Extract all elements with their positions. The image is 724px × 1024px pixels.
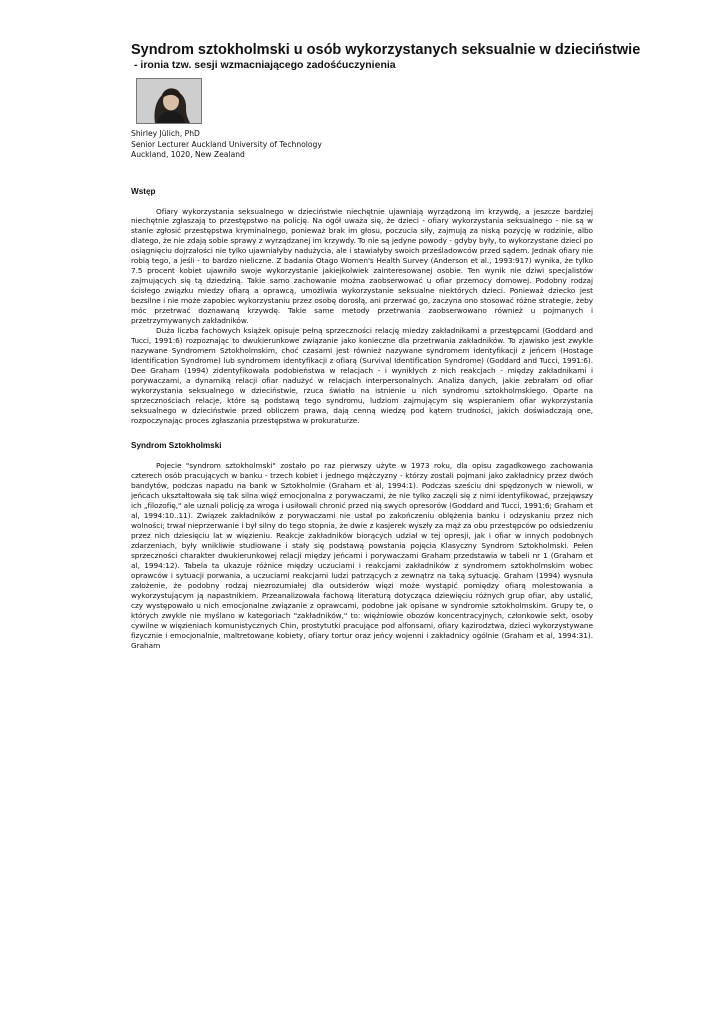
author-position: Senior Lecturer Auckland University of Technology	[131, 139, 322, 149]
body-paragraph: Pojecie "syndrom sztokholmski" zostało po raz pierwszy użyte w 1973 roku, dla opisu zagadkowego zachowania czterech osób pracujących w banku - trzech kobiet i jednego mężczyzny - którzy zostali pojmani jako zakładnicy przez dwóch bandytów, podczas napadu na bank w Sztokholmie (Graham et al, 1994:1). Podczas sześciu dni spędzonych w niewoli, w jeńcach ukształtowała się tak silna więź emocjonalna z porywaczami, że nie tylko zaczęli się z nimi identyfikować, przejąwszy ich „filozofię," ale uznali policję za wroga i usiłowali chronić przed nią swych opresorów (Goddard and Tucci, 1991:6; Graham et al, 1994:10..11). Związek zakładników z porywaczami nie ustał po zakończeniu oblężenia banku i odzyskaniu przez nich wolności; trwał nieprzerwanie i był silny do tego stopnia, że dwie z kasjerek wyszły za mąż za obu przestępców po odsiedzeniu przez nich dziesięciu lat w więzieniu. Reakcje zakładników biorących udział w tej opresji, jak i ofiar w innych podobnych zdarzeniach, były wnikliwie studiowane i stały się podstawą powstania pojęcia Klasyczny Syndrom Sztokholmski. Pełen sprzeczności charakter dwukierunkowej relacji między jeńcami i porywaczami Graham przedstawia w tabeli nr 1 (Graham et al, 1994:12). Tabela ta ukazuje różnice między uczuciami i reakcjami zakładników z syndromem sztokholmskim wobec oprawców i sytuacji porwania, a uczuciami reakcjami ludzi patrzących z zewnątrz na taką sytuację. Graham (1994) wysnuła założenie, że podobny rodzaj niezrozumiałej dla outsiderów więzi może wystąpić pomiędzy ofiarą molestowania a wykorzystującym ją napastnikiem. Przeanalizowała fachową literaturą dotycząca dziewięciu różnych grup ofiar, aby ustalić, czy występowało u nich emocjonalne związanie z oprawcami, podobne jak opisane w syndromie sztokholmskim. Grupy te, o których zwykle nie myślano w kategoriach "zakładników," to: więźniowie obozów koncentracyjnych, członkowie sekt, osoby cywilne w więzieniach komunistycznych Chin, prostytutki pracujące pod alfonsami, ofiary kazirodztwa, dzieci wykorzystywane fizycznie i emocjonalnie, maltretowane kobiety, ofiary tortur oraz jeńcy wojenni i zakładnicy ogólnie (Graham et al, 1994:31). Graham	[131, 461, 593, 650]
section-heading-syndrom-sztokholmski: Syndrom Sztokholmski	[131, 441, 222, 451]
author-portrait-image	[137, 79, 201, 123]
section-heading-wstep: Wstęp	[131, 186, 156, 196]
author-address: Auckland, 1020, New Zealand	[131, 150, 245, 159]
document-subtitle: - ironia tzw. sesji wzmacniającego zadośćuczynienia	[134, 59, 396, 71]
body-paragraph: Ofiary wykorzystania seksualnego w dzieciństwie niechętnie ujawniają wyrządzoną im krzywdę, a jeszcze bardziej niechętnie zgłaszają to przestępstwo na policję. Na ogół uważa się, że dzieci - ofiary wykorzystania seksualnego - nie są w stanie zgłosić przestępstwa kryminalnego, ponieważ brak im głosu, poczucia siły, zajmują za niską pozycję w rodzinie, albo dlatego, że nie zdają sobie sprawy z wyrządzanej im krzywdy. To nie są jedyne powody - gdyby były, to wykorzystane dzieci po osiągnięciu dojrzałości nie tylko ujawniałyby nadużycia, ale i stawiałyby swoich prześladowców przed sądem. Jednak ofiary nie robią tego, a jeśli - to bardzo nieliczne. Z badania Otago Women's Health Survey (Anderson et al., 1993:917) wynika, że tylko 7.5 procent kobiet ujawniło swoje wykorzystanie jakiejkolwiek zainteresowanej osobie. Ten wynik nie dziwi specjalistów zajmujących się tą dziedziną. Takie samo zachowanie można zaobserwować u ofiar przemocy domowej. Podobny rodzaj ścisłego związku miedzy ofiarą a oprawcą, umożliwia wykorzystanie seksualne niektórych dzieci. Ponieważ dziecko jest bezsilne i nie może zapobiec wykorzystaniu przez osobę dorosłą, ani przerwać go, zaczyna ono stosować różne strategie, żeby móc przetrwać doznawaną krzywdę. Takie same metody przetrwania zaobserwowano również u pojmanych i przetrzymywanych zakładników.	[131, 206, 593, 326]
author-info	[131, 129, 593, 161]
document-title: Syndrom sztokholmski u osób wykorzystanych seksualnie w dzieciństwie	[131, 42, 641, 58]
document-page	[131, 42, 641, 651]
author-name: Shirley Jülich, PhD	[131, 129, 200, 138]
body-paragraph: Duża liczba fachowych książek opisuje pełną sprzeczności relację miedzy zakładnikami a przestępcami (Goddard and Tucci, 1991:6) rozpoznając to dwukierunkowe związanie jako konieczne dla przetrwania zakładników. To zjawisko jest zwykle nazywane Syndromem Sztokholmskim, choć czasami jest również nazywane syndromem identyfikacji z jeńcem (Hostage Identification Syndrome) lub syndromem identyfikacji z ofiarą (Survival Identification Syndrome) (Goddard and Tucci, 1991:6). Dee Graham (1994) zidentyfikowała podobieństwa w relacjach - i wynikłych z nich reakcjach - między zakładnikami i porywaczami, a dynamiką relacji ofiar nadużyć w relacjach interpersonalnych. Analiza danych, jakie zebrałam od ofiar wykorzystania seksualnego w dzieciństwie, rzuca światło na istnienie u nich syndromu sztokholmskiego. Oparte na sprzecznościach relacje, które są podstawą tego syndromu, ludziom zajmującym się wspieraniem ofiar wykorzystania seksualnego w dzieciństwie przed obliczem prawa, dają cenną wiedzę pod kątem trudności, jakich doświadczają one, rozpoczynając proces zgłaszania przestępstwa w prokuraturze.	[131, 326, 593, 426]
author-photo	[136, 78, 202, 124]
